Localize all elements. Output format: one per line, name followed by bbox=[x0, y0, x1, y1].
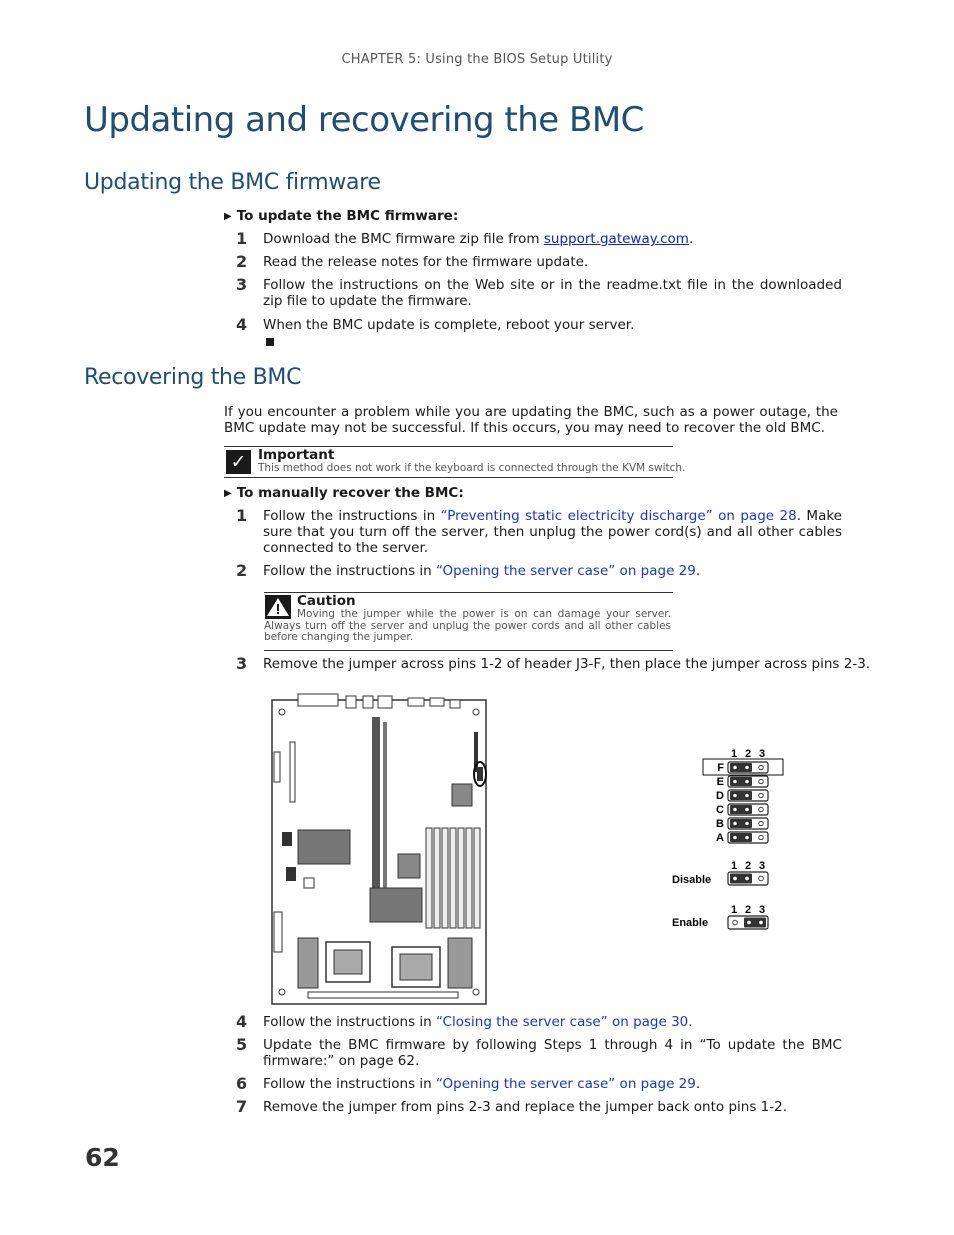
step-text: Follow the instructions in bbox=[263, 508, 441, 524]
row-label-d: D bbox=[716, 790, 724, 802]
checkmark-icon: ✓ bbox=[226, 450, 251, 474]
page-title: Updating and recovering the BMC bbox=[84, 100, 644, 140]
triangle-right-icon: ▶ bbox=[224, 487, 232, 499]
page-number: 62 bbox=[85, 1143, 120, 1172]
enable-pin-1: 1 bbox=[730, 904, 738, 916]
disable-pin-2: 2 bbox=[744, 860, 752, 872]
procedure-heading-recover bbox=[224, 485, 464, 501]
procedure-title: To manually recover the BMC: bbox=[236, 485, 464, 501]
recover-step-6 bbox=[236, 1076, 842, 1092]
caution-note bbox=[264, 592, 673, 651]
caution-body: Moving the jumper while the power is on can damage your server. Always turn off the server and unplug the power cords and all other cables before changing the jumper. bbox=[264, 608, 671, 643]
step-text: Follow the instructions in bbox=[263, 1076, 437, 1092]
row-label-b: B bbox=[716, 818, 724, 830]
pin-number-3: 3 bbox=[758, 748, 766, 760]
step-number: 5 bbox=[236, 1035, 248, 1054]
pin-number-2: 2 bbox=[744, 748, 752, 760]
step-number: 3 bbox=[236, 654, 248, 673]
recover-step-3 bbox=[236, 654, 871, 673]
step-text-end: . Make sure that you turn off the server, then unplug the power cord(s) and all other cables connected to the server. bbox=[263, 508, 842, 556]
enable-label: Enable bbox=[672, 917, 709, 929]
step-number: 4 bbox=[236, 1012, 248, 1031]
disable-pin-1: 1 bbox=[730, 860, 738, 872]
step-number: 4 bbox=[236, 315, 248, 334]
step-text: Update the BMC firmware by following Steps 1 through 4 in “To update the BMC firmware:” on page 62. bbox=[263, 1037, 842, 1069]
support-link[interactable]: support.gateway.com bbox=[543, 231, 689, 247]
step-text: Remove the jumper from pins 2-3 and replace the jumper back onto pins 1-2. bbox=[263, 1099, 788, 1115]
step-text: Remove the jumper across pins 1-2 of header J3-F, then place the jumper across pins 2-3. bbox=[263, 656, 871, 672]
caution-title: Caution bbox=[297, 593, 356, 609]
opening-case-link[interactable]: “Opening the server case” on page 29 bbox=[436, 563, 696, 579]
step-text: When the BMC update is complete, reboot your server. bbox=[263, 317, 635, 333]
row-label-c: C bbox=[716, 804, 724, 816]
update-step-3 bbox=[236, 277, 842, 309]
chapter-header: CHAPTER 5: Using the BIOS Setup Utility bbox=[341, 52, 613, 67]
end-of-procedure-icon bbox=[266, 338, 274, 346]
jumper-header-graphic bbox=[670, 745, 790, 940]
section-heading-update: Updating the BMC firmware bbox=[84, 170, 381, 195]
section-heading-recover: Recovering the BMC bbox=[84, 365, 302, 390]
intro-paragraph: If you encounter a problem while you are updating the BMC, such as a power outage, the BMC update may not be successful. If this occurs, you may need to recover the old BMC. bbox=[224, 404, 838, 436]
recover-step-7 bbox=[236, 1099, 842, 1115]
motherboard-diagram bbox=[268, 692, 490, 1006]
step-number: 3 bbox=[236, 275, 248, 294]
row-label-e: E bbox=[716, 776, 724, 788]
step-number: 1 bbox=[236, 229, 248, 248]
row-label-f: F bbox=[717, 762, 724, 774]
step-text-end: . bbox=[688, 1014, 693, 1030]
update-step-4 bbox=[236, 317, 842, 333]
recover-step-1 bbox=[236, 508, 842, 556]
recover-step-4 bbox=[236, 1014, 842, 1030]
step-number: 1 bbox=[236, 506, 248, 525]
step-text: Follow the instructions in bbox=[263, 1014, 437, 1030]
step-number: 2 bbox=[236, 252, 248, 271]
jumper-diagram bbox=[670, 745, 790, 940]
triangle-right-icon: ▶ bbox=[224, 210, 232, 222]
opening-case-link-2[interactable]: “Opening the server case” on page 29 bbox=[436, 1076, 696, 1092]
disable-pin-3: 3 bbox=[758, 860, 766, 872]
static-discharge-link[interactable]: “Preventing static electricity discharge” on page 28 bbox=[440, 508, 797, 524]
step-text: Follow the instructions in bbox=[263, 563, 437, 579]
recover-step-2 bbox=[236, 563, 842, 579]
step-number: 7 bbox=[236, 1097, 248, 1116]
step-text: Download the BMC firmware zip file from bbox=[263, 231, 544, 247]
row-label-a: A bbox=[716, 832, 724, 844]
pin-number-1: 1 bbox=[730, 748, 738, 760]
step-number: 2 bbox=[236, 561, 248, 580]
closing-case-link[interactable]: “Closing the server case” on page 30 bbox=[436, 1014, 689, 1030]
update-step-1 bbox=[236, 231, 842, 247]
important-note bbox=[224, 446, 686, 478]
step-text-end: . bbox=[695, 563, 701, 579]
enable-pin-3: 3 bbox=[758, 904, 766, 916]
step-text: Follow the instructions on the Web site or in the readme.txt file in the downloaded zip file to update the firmware. bbox=[263, 277, 842, 309]
important-body: This method does not work if the keyboard is connected through the KVM switch. bbox=[258, 462, 686, 474]
step-text: Read the release notes for the firmware update. bbox=[263, 254, 589, 270]
step-number: 6 bbox=[236, 1074, 248, 1093]
important-title: Important bbox=[258, 447, 335, 463]
recover-step-5 bbox=[236, 1037, 842, 1069]
disable-label: Disable bbox=[672, 874, 712, 886]
update-step-2 bbox=[236, 254, 842, 270]
enable-pin-2: 2 bbox=[744, 904, 752, 916]
step-text-end: . bbox=[688, 231, 694, 247]
step-text-end: . bbox=[695, 1076, 701, 1092]
procedure-title: To update the BMC firmware: bbox=[236, 208, 459, 224]
procedure-heading-update bbox=[224, 208, 458, 224]
